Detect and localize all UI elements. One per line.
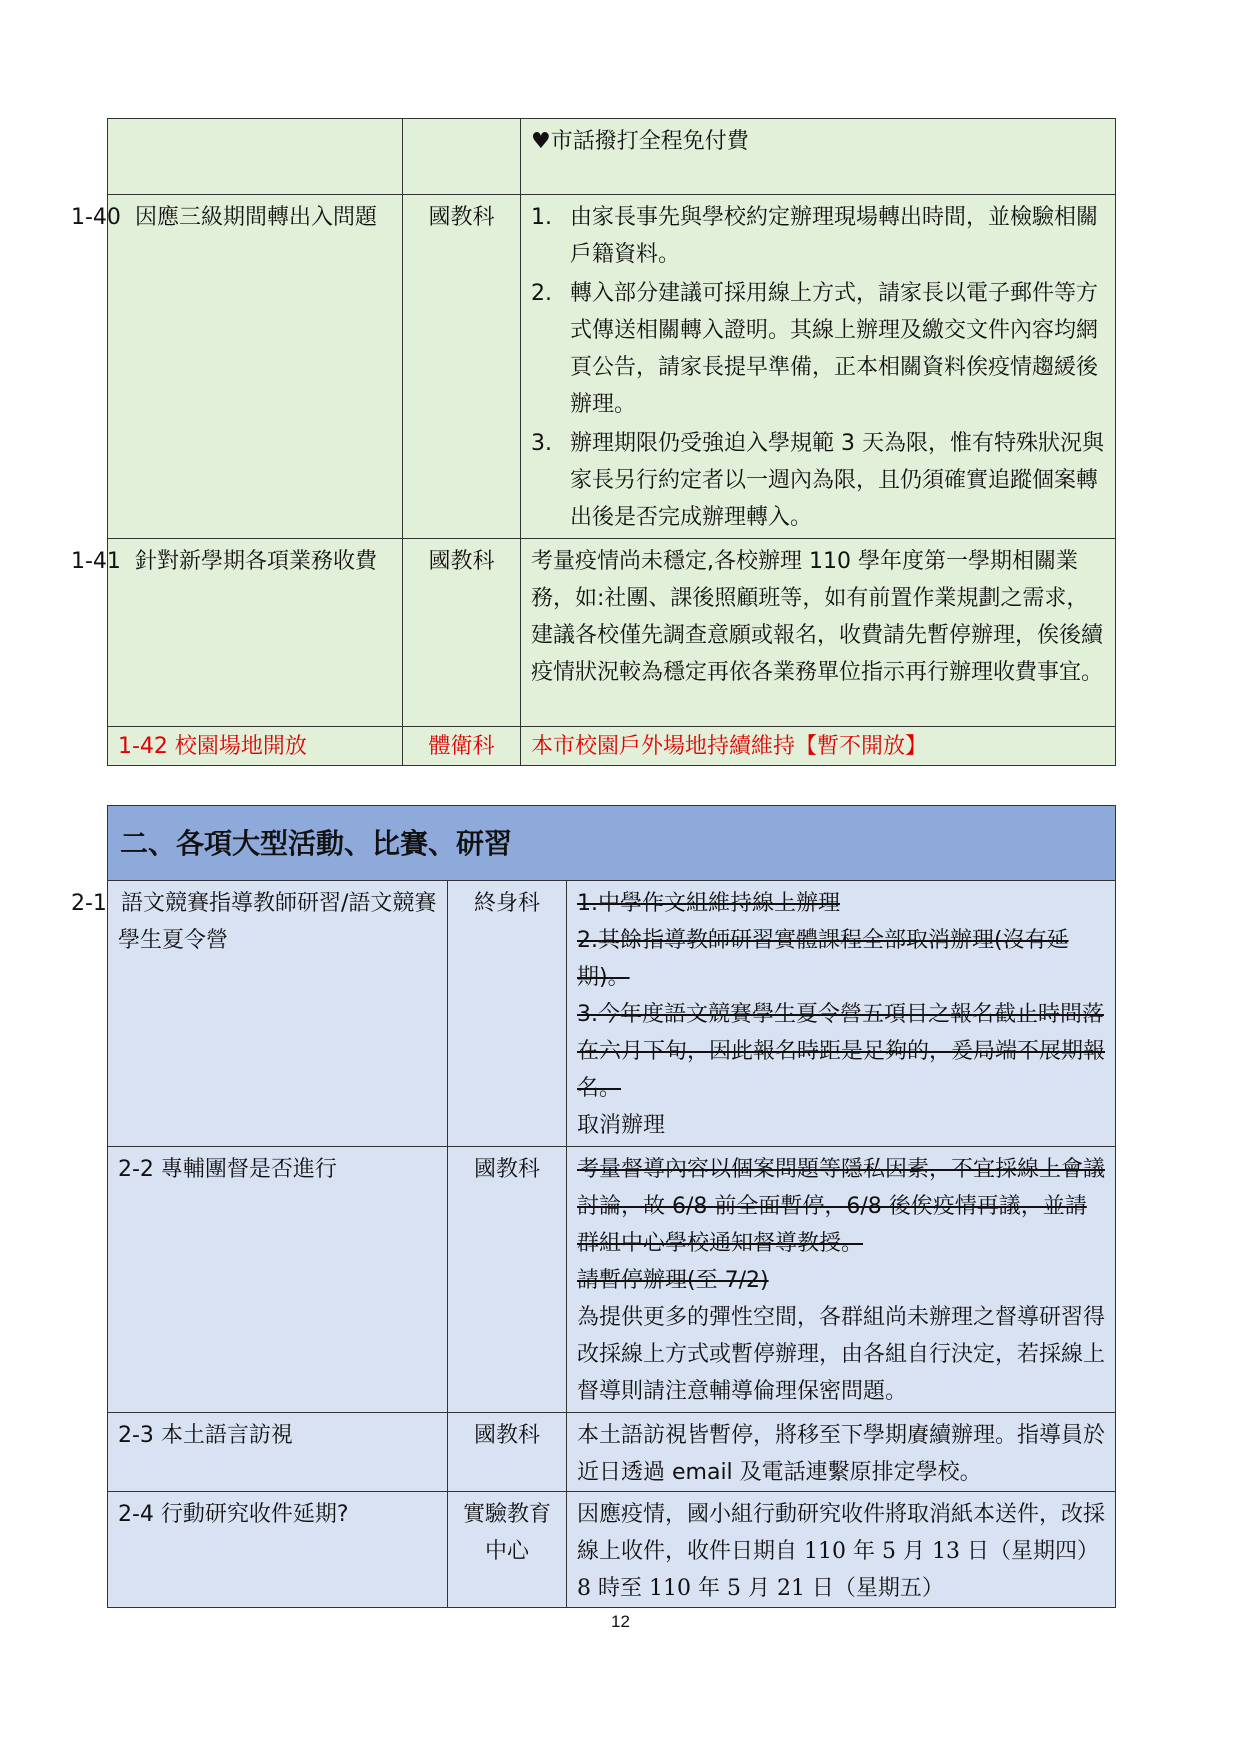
item-cell: 1-41 針對新學期各項業務收費 (108, 539, 403, 727)
table-row (108, 119, 1116, 195)
page-number: 12 (611, 1612, 630, 1631)
table-continuation (71, 118, 1116, 766)
table-row (108, 727, 1116, 766)
unit-cell: 國教科 (448, 1147, 567, 1413)
item-cell: 2-4 行動研究收件延期? (108, 1492, 448, 1608)
table-row (108, 1492, 1116, 1608)
table-row (108, 539, 1116, 727)
unit-cell (403, 119, 521, 195)
list-item: 1. 由家長事先與學校約定辦理現場轉出時間，並檢驗相關戶籍資料。 (531, 205, 1099, 267)
status-note: 取消辦理 (577, 1113, 666, 1138)
struck-text: 考量督導內容以個案問題等隱私因素，不宜採線上會議討論，故 6/8 前全面暫停，6/8 後俟疫情再議，並請群組中心學校通知督導教授。 (577, 1157, 1106, 1256)
unit-cell: 國教科 (448, 1413, 567, 1492)
struck-text: 2.其餘指導教師研習實體課程全部取消辦理(沒有延期)。 (577, 928, 1069, 990)
item-cell: 1-40 因應三級期間轉出入問題 (108, 195, 403, 539)
unit-cell: 體衛科 (403, 727, 521, 766)
item-cell: 2-3 本土語言訪視 (108, 1413, 448, 1492)
unit-cell: 實驗教育中心 (448, 1492, 567, 1608)
activities-table (71, 805, 1116, 1608)
section-title: 二、各項大型活動、比賽、研習 (108, 806, 1116, 881)
unit-cell: 國教科 (403, 539, 521, 727)
struck-text: 3.今年度語文競賽學生夏令營五項目之報名截止時間落在六月下旬，因此報名時距是足夠的，爰局端不展期報名。 (577, 1002, 1106, 1101)
content-cell (567, 881, 1116, 1147)
table-row (108, 195, 1116, 539)
list-item: 3. 辦理期限仍受強迫入學規範 3 天為限，惟有特殊狀況與家長另行約定者以一週內為限，且仍須確實追蹤個案轉出後是否完成辦理轉入。 (531, 431, 1104, 530)
item-cell: 2-1 語文競賽指導教師研習/語文競賽學生夏令營 (108, 881, 448, 1147)
content-cell (521, 195, 1116, 539)
content-cell (567, 1147, 1116, 1413)
table-row (108, 1413, 1116, 1492)
table-row (108, 1147, 1116, 1413)
table-row (108, 881, 1116, 1147)
item-cell (108, 119, 403, 195)
unit-cell: 國教科 (403, 195, 521, 539)
content-cell: 考量疫情尚未穩定,各校辦理 110 學年度第一學期相關業務，如:社團、課後照顧班等，如有前置作業規劃之需求，建議各校僅先調查意願或報名，收費請先暫停辦理，俟後續疫情狀況較為穩定再依各業務單位指示再行辦理收費事宜。 (521, 539, 1116, 727)
content-cell: 因應疫情，國小組行動研究收件將取消紙本送件，改採線上收件，收件日期自 110 年 5 月 13 日（星期四）8 時至 110 年 5 月 21 日（星期五） (567, 1492, 1116, 1608)
content-cell: 本土語訪視皆暫停，將移至下學期賡續辦理。指導員於近日透過 email 及電話連繫原排定學校。 (567, 1413, 1116, 1492)
hotline-note: ♥市話撥打全程免付費 (531, 129, 749, 154)
status-note: 為提供更多的彈性空間，各群組尚未辦理之督導研習得改採線上方式或暫停辦理，由各組自行決定，若採線上督導則請注意輔導倫理保密問題。 (577, 1305, 1106, 1404)
item-cell: 2-2 專輔團督是否進行 (108, 1147, 448, 1413)
struck-text: 1.中學作文組維持線上辦理 (577, 891, 840, 916)
item-cell: 1-42 校園場地開放 (108, 727, 403, 766)
section-header-row (108, 806, 1116, 881)
unit-cell: 終身科 (448, 881, 567, 1147)
content-cell (521, 119, 1116, 195)
numbered-list (531, 199, 1105, 536)
list-item: 2. 轉入部分建議可採用線上方式，請家長以電子郵件等方式傳送相關轉入證明。其線上辦理及繳交文件內容均網頁公告，請家長提早準備，正本相關資料俟疫情趨緩後辦理。 (531, 281, 1099, 417)
content-cell: 本市校園戶外場地持續維持【暫不開放】 (521, 727, 1116, 766)
struck-text: 請暫停辦理(至 7/2) (577, 1268, 769, 1293)
